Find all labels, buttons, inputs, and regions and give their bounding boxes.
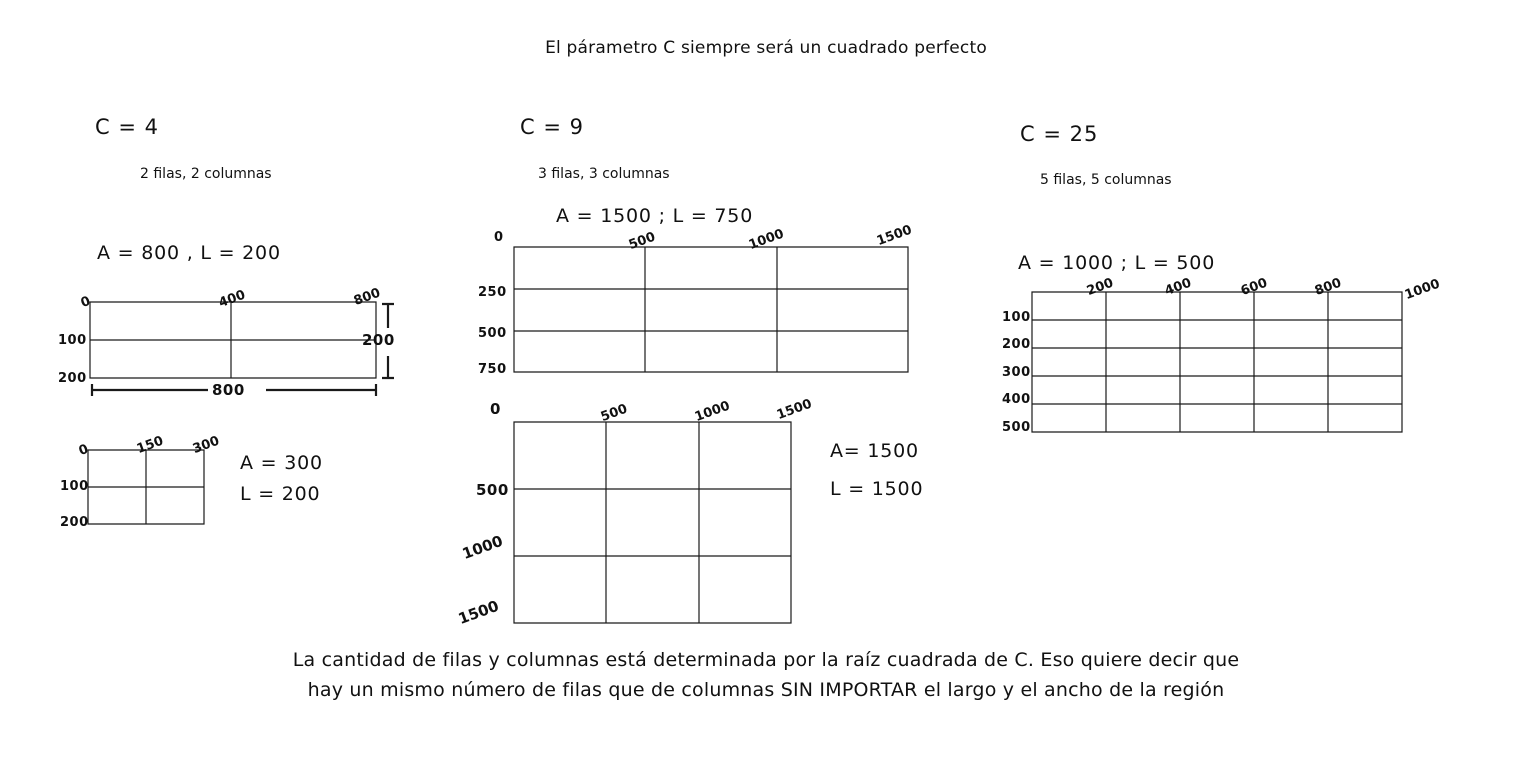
footer-note: [0, 645, 1532, 705]
xtick-c9-2-0: 0: [490, 400, 501, 418]
ytick-c9-2-1: 500: [476, 481, 509, 499]
xtick-c25-4: 800: [1312, 275, 1344, 299]
grid-c4-2: [86, 448, 216, 533]
xtick-c9-1-1: 500: [626, 229, 658, 253]
page-title: El párametro C siempre será un cuadrado perfecto: [545, 38, 987, 58]
annotation-c4-grid2-line1: A = 300: [240, 452, 323, 474]
annotation-c9-grid1: A = 1500 ; L = 750: [556, 205, 754, 227]
grid-c9-1: [512, 245, 912, 380]
xtick-c4-1-1: 400: [216, 287, 248, 311]
case-label-c9: C = 9: [520, 115, 584, 139]
annotation-c4-grid1: A = 800 , L = 200: [97, 242, 281, 264]
ytick-c4-1-0: [62, 296, 67, 311]
xtick-c25-5: 1000: [1402, 276, 1443, 303]
xtick-c9-2-1: 500: [598, 401, 630, 425]
xtick-c25-1: 200: [1084, 275, 1116, 299]
xtick-c4-2-2: 300: [190, 433, 222, 457]
footer-line-1: La cantidad de filas y columnas está determinada por la raíz cuadrada de C. Eso quiere decir que: [292, 649, 1240, 671]
xtick-c9-1-3: 1500: [874, 222, 915, 249]
ytick-c4-2-1: 100: [60, 479, 89, 494]
ytick-c9-2-2: 1000: [459, 531, 506, 563]
ytick-c25-3: 300: [1002, 365, 1031, 380]
xtick-c25-3: 600: [1238, 275, 1270, 299]
dimension-bars-c4-1: [88, 300, 408, 410]
ytick-c25-4: 400: [1002, 392, 1031, 407]
xtick-c25-2: 400: [1162, 275, 1194, 299]
ytick-c25-5: 500: [1002, 420, 1031, 435]
xtick-c9-1-0: 0: [494, 230, 504, 245]
footer-line-2: hay un mismo número de filas que de columnas SIN IMPORTAR el largo y el ancho de la región: [307, 679, 1225, 701]
case-label-c25: C = 25: [1020, 122, 1099, 146]
case-sub-c4: 2 filas, 2 columnas: [140, 166, 272, 182]
ytick-c9-1-3: 750: [478, 362, 507, 377]
ytick-c9-1-1: 250: [478, 285, 507, 300]
annotation-c4-grid2-line2: L = 200: [240, 483, 321, 505]
annotation-c25-grid1: A = 1000 ; L = 500: [1018, 252, 1216, 274]
xtick-c9-2-2: 1000: [692, 398, 733, 425]
grid-c9-2: [512, 420, 797, 630]
ytick-c4-2-2: 200: [60, 515, 89, 530]
xtick-c4-2-0: 0: [76, 441, 91, 459]
ytick-c9-1-2: 500: [478, 326, 507, 341]
annotation-c9-grid2-line2: L = 1500: [830, 478, 924, 500]
ytick-c9-2-3: 1500: [455, 596, 502, 628]
xtick-c4-2-1: 150: [134, 433, 166, 457]
case-sub-c9: 3 filas, 3 columnas: [538, 166, 670, 182]
annotation-c9-grid2-line1: A= 1500: [830, 440, 919, 462]
grid-c25-1: [1030, 290, 1410, 440]
xtick-c9-2-3: 1500: [774, 396, 815, 423]
xtick-c4-1-0: 0: [78, 293, 93, 311]
ytick-c4-1-1: 100: [58, 333, 87, 348]
ytick-c25-1: 100: [1002, 310, 1031, 325]
ytick-c25-2: 200: [1002, 337, 1031, 352]
height-label-c4-1: 200: [362, 331, 395, 349]
ytick-c4-1-2: 200: [58, 371, 87, 386]
case-label-c4: C = 4: [95, 115, 159, 139]
xtick-c4-1-2: 800: [351, 285, 383, 309]
case-sub-c25: 5 filas, 5 columnas: [1040, 172, 1172, 188]
xtick-c9-1-2: 1000: [746, 226, 787, 253]
width-label-c4-1: 800: [212, 381, 245, 399]
